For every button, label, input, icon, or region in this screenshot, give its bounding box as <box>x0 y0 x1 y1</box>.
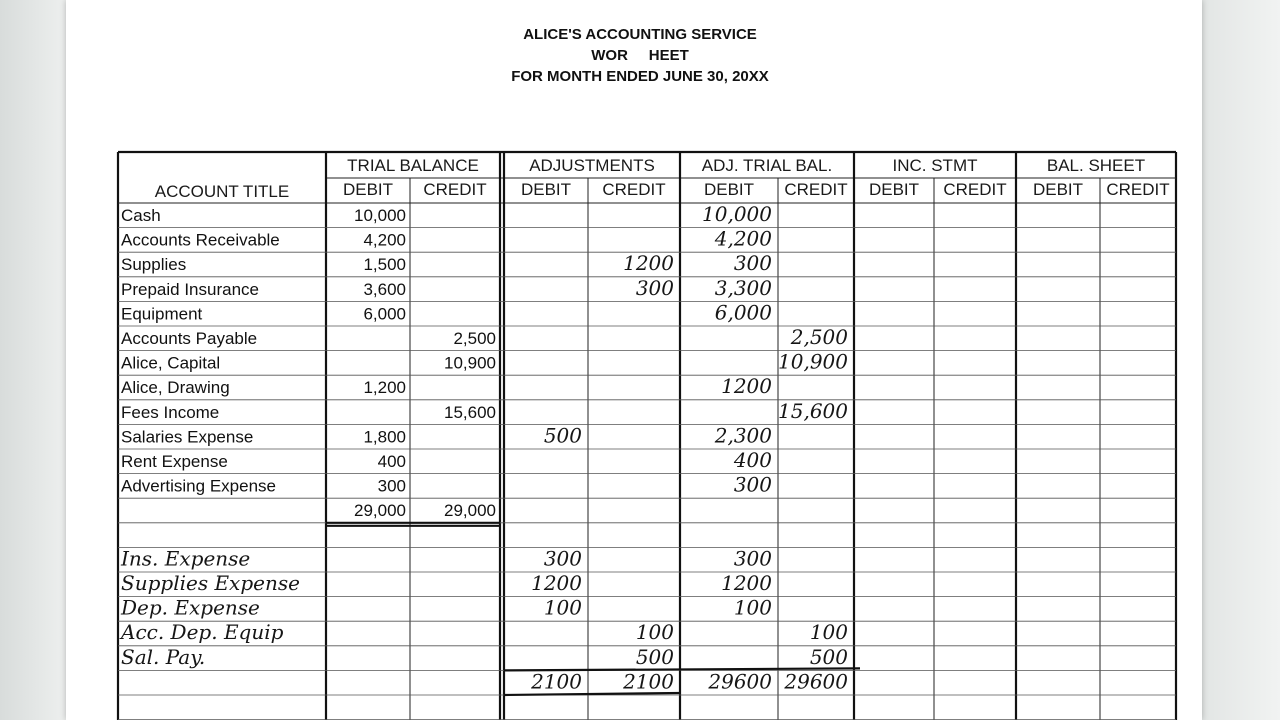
account-cell: Acc. Dep. Equip <box>121 620 284 645</box>
debit-header-3: DEBIT <box>868 180 920 199</box>
atb-debit-cell: 300 <box>733 472 772 497</box>
adj-credit-cell: 500 <box>635 644 674 669</box>
adj-debit-cell: 100 <box>543 595 582 620</box>
tb-debit-cell: 1,800 <box>363 427 406 447</box>
account-cell: Equipment <box>121 304 203 324</box>
account-cell: Prepaid Insurance <box>121 279 259 299</box>
tb-debit-cell: 3,600 <box>363 279 406 299</box>
adj-debit-cell: 500 <box>543 423 582 448</box>
account-cell: Dep. Expense <box>121 595 260 620</box>
account-cell: Advertising Expense <box>121 476 276 496</box>
atb-credit-cell: 2,500 <box>790 325 848 349</box>
adj-trial-bal-header: ADJ. TRIAL BAL. <box>701 156 833 175</box>
credit-header-1: CREDIT <box>602 180 666 199</box>
tb-credit-cell: 2,500 <box>453 329 496 348</box>
company-name: ALICE'S ACCOUNTING SERVICE <box>523 26 757 43</box>
tb-debit-cell: 10,000 <box>354 206 406 225</box>
adj-credit-cell: 100 <box>635 620 674 645</box>
tb-debit-cell: 6,000 <box>363 304 406 324</box>
tb-debit-cell: 1,200 <box>363 378 406 398</box>
atb-debit-cell: 100 <box>733 595 772 620</box>
atb-debit-cell: 3,300 <box>714 275 772 300</box>
tb-debit-cell: 300 <box>377 476 406 496</box>
atb-debit-cell: 6,000 <box>714 300 772 325</box>
inc-stmt-header: INC. STMT <box>892 156 978 175</box>
account-cell: Accounts Receivable <box>121 230 280 250</box>
account-cell: Alice, Drawing <box>121 378 230 398</box>
adj-debit-cell: 300 <box>543 546 582 571</box>
tb-debit-cell: 400 <box>377 452 406 471</box>
credit-header-4: CREDIT <box>1106 180 1170 199</box>
trial-balance-header: TRIAL BALANCE <box>347 156 479 175</box>
atb-debit-cell: 300 <box>733 546 772 571</box>
account-cell: Supplies Expense <box>121 571 300 595</box>
atb-debit-cell: 1200 <box>721 374 772 399</box>
atb-credit-cell: 10,900 <box>778 349 848 374</box>
atb-debit-cell: 29600 <box>708 669 772 694</box>
atb-debit-cell: 4,200 <box>714 226 772 251</box>
account-cell: Rent Expense <box>121 452 228 471</box>
adj-credit-cell: 300 <box>635 275 674 300</box>
account-cell: Accounts Payable <box>121 329 258 348</box>
account-cell: Salaries Expense <box>121 427 254 447</box>
account-cell: Supplies <box>121 255 187 275</box>
adj-credit-cell: 1200 <box>623 251 674 276</box>
atb-debit-cell: 400 <box>733 448 772 472</box>
adjustments-header: ADJUSTMENTS <box>529 156 655 175</box>
atb-credit-cell: 500 <box>809 644 848 669</box>
tb-credit-cell: 29,000 <box>444 501 496 521</box>
tb-credit-cell: 15,600 <box>444 402 496 422</box>
account-cell: Ins. Expense <box>121 546 251 571</box>
account-cell: Fees Income <box>121 402 220 422</box>
tb-debit-cell: 1,500 <box>363 255 406 275</box>
atb-debit-cell: 300 <box>733 251 772 276</box>
atb-debit-cell: 1200 <box>721 571 772 595</box>
credit-header-0: CREDIT <box>423 180 487 199</box>
atb-debit-cell: 2,300 <box>714 423 772 448</box>
credit-header-3: CREDIT <box>943 180 1007 199</box>
tb-debit-cell: 4,200 <box>363 230 406 250</box>
debit-header-1: DEBIT <box>520 180 572 199</box>
worksheet-title: WOR HEET <box>591 47 689 64</box>
debit-header-2: DEBIT <box>703 180 755 199</box>
atb-credit-cell: 100 <box>809 620 848 645</box>
adj-debit-cell: 1200 <box>531 571 582 595</box>
tb-credit-cell: 10,900 <box>444 353 496 373</box>
adj-debit-cell: 2100 <box>531 669 582 694</box>
period-title: FOR MONTH ENDED JUNE 30, 20XX <box>511 68 769 85</box>
adj-credit-cell: 2100 <box>623 669 674 694</box>
debit-header-4: DEBIT <box>1032 180 1084 199</box>
atb-credit-cell: 15,600 <box>778 398 848 423</box>
atb-credit-cell: 29600 <box>784 669 848 694</box>
bal-sheet-header: BAL. SHEET <box>1046 156 1146 175</box>
account-title-header: ACCOUNT TITLE <box>154 182 290 201</box>
tb-debit-cell: 29,000 <box>354 501 406 521</box>
account-cell: Cash <box>121 206 161 225</box>
credit-header-2: CREDIT <box>784 180 848 199</box>
debit-header-0: DEBIT <box>342 180 394 199</box>
atb-debit-cell: 10,000 <box>702 202 772 226</box>
account-cell: Sal. Pay. <box>121 644 206 669</box>
account-cell: Alice, Capital <box>121 353 221 373</box>
